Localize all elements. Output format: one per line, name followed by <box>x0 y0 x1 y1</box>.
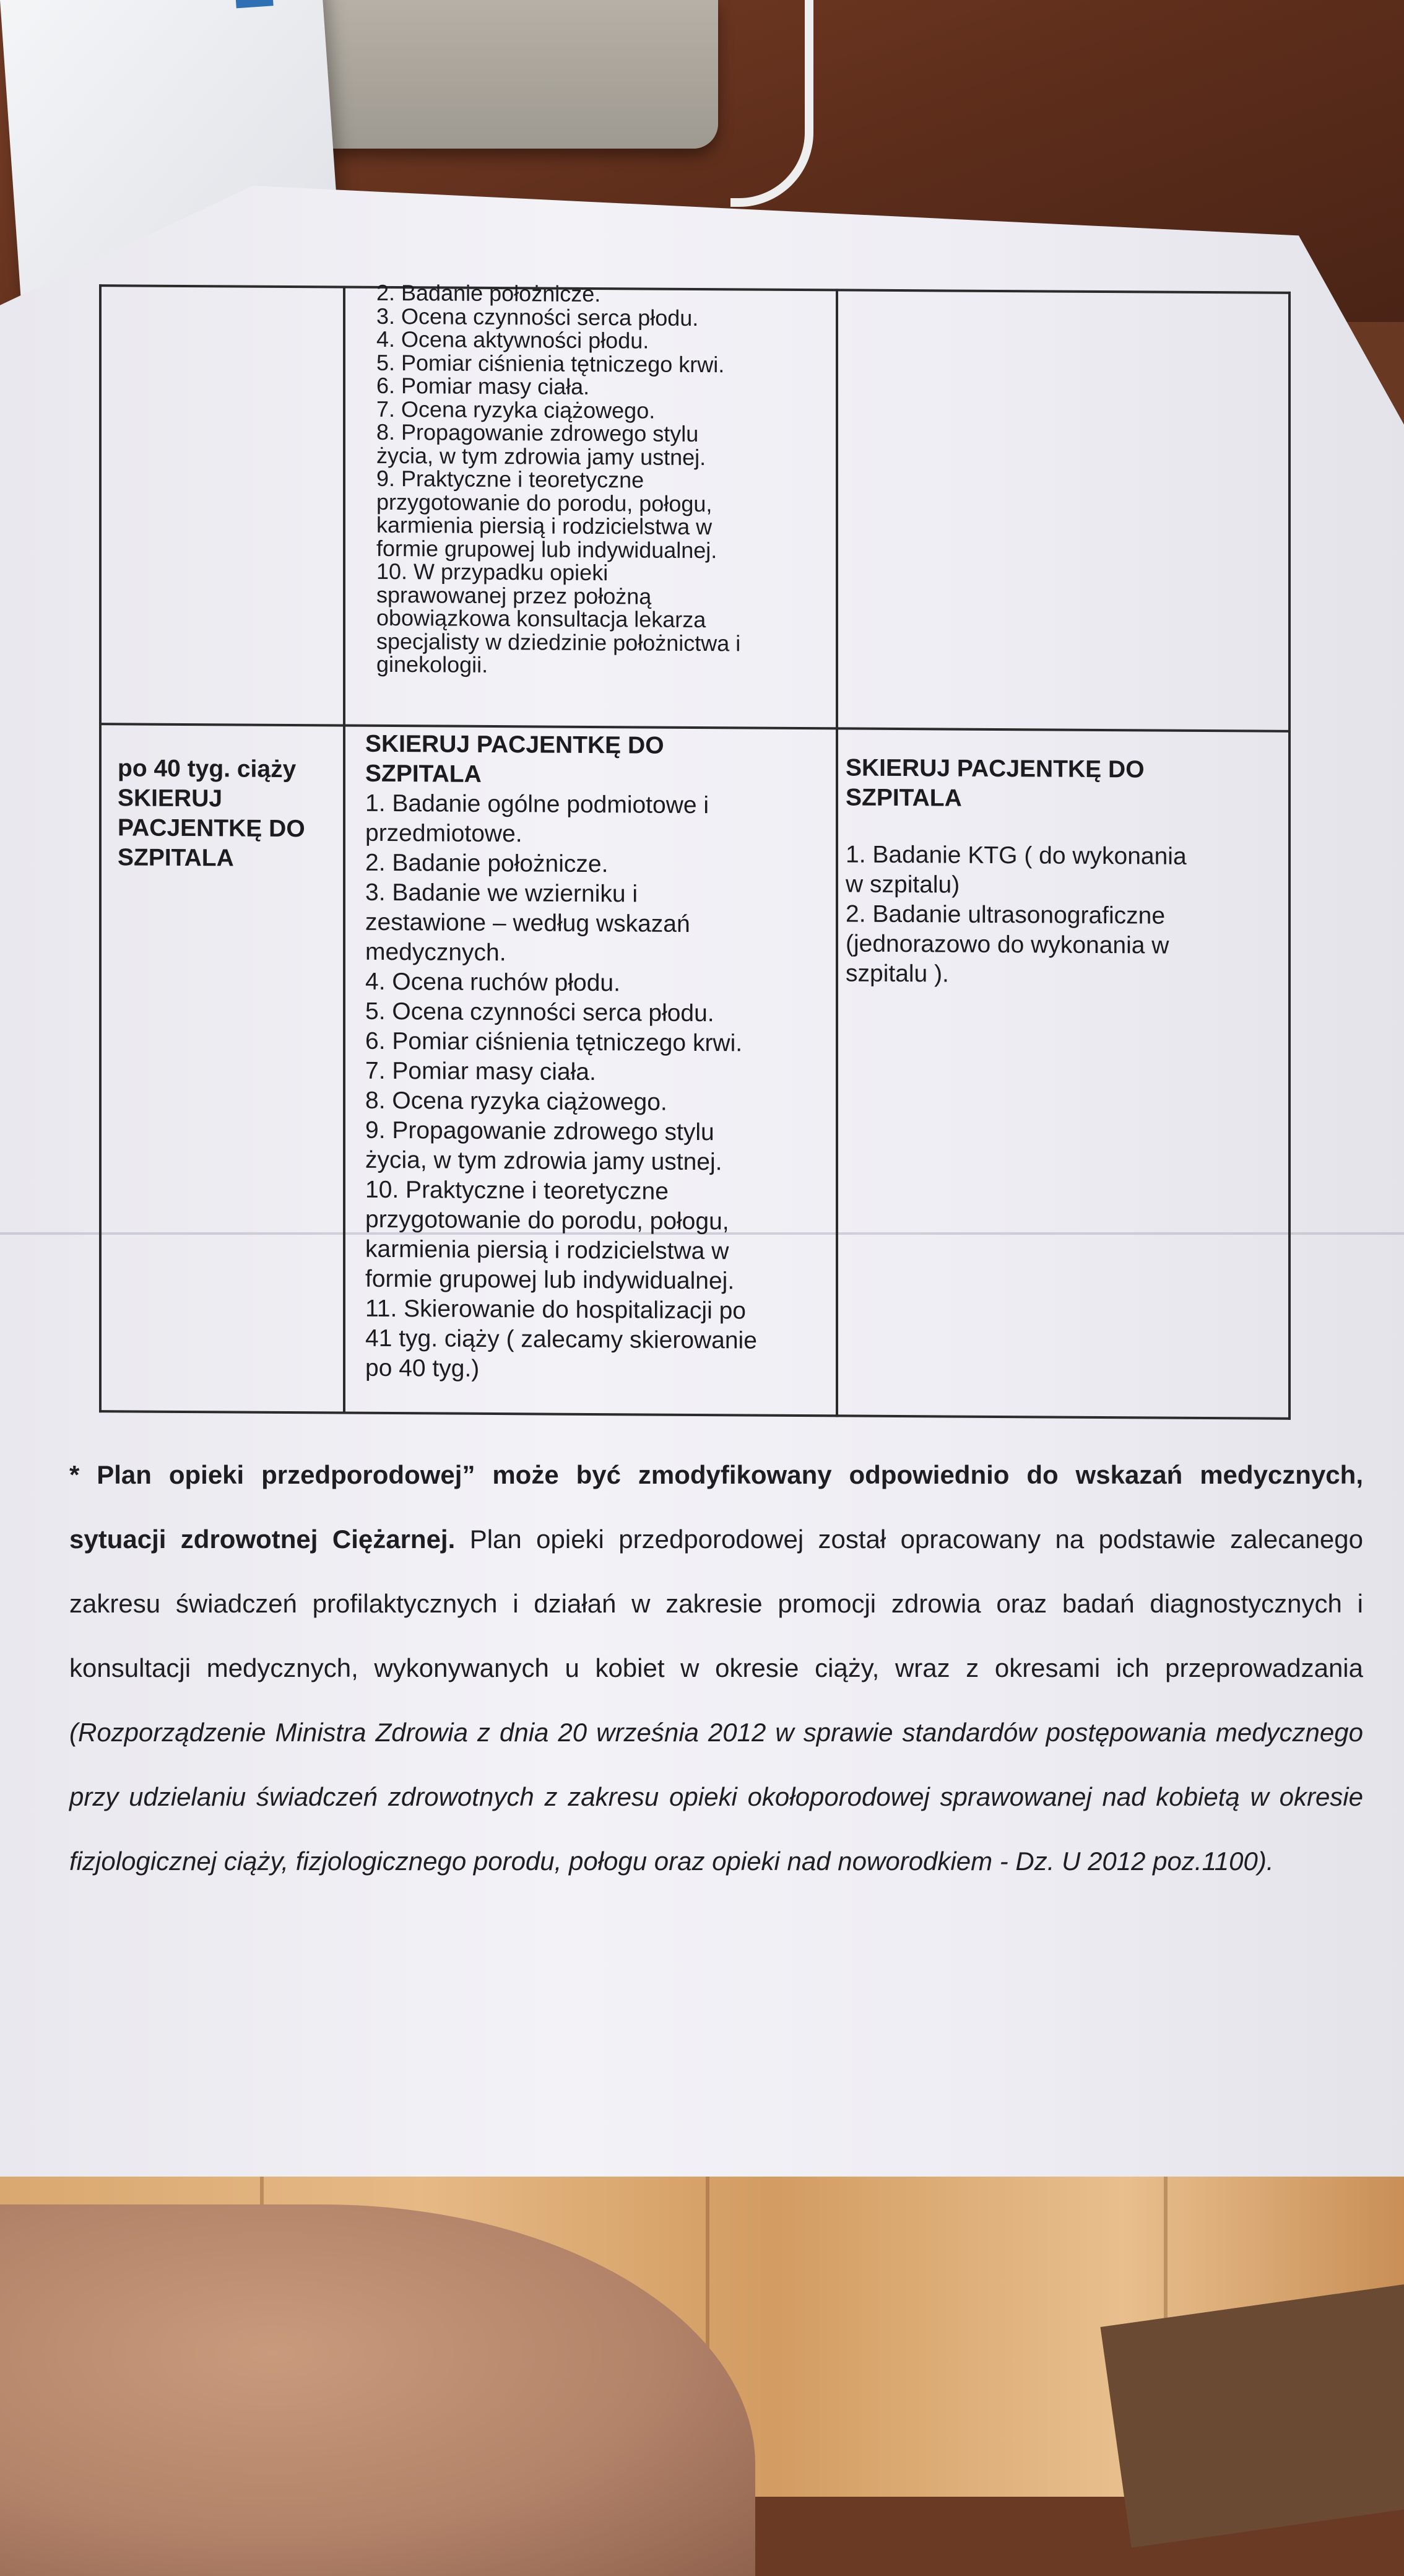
cardboard-box <box>1100 2282 1404 2548</box>
list-item: 3. Badanie we wzierniku i <box>365 879 638 908</box>
list-item: szpitalu ). <box>846 960 949 988</box>
list-item: 5. Pomiar ciśnienia tętniczego krwi. <box>376 349 725 377</box>
list-item: przygotowanie do porodu, połogu, <box>376 489 713 516</box>
footnote-citation: (Rozporządzenie Ministra Zdrowia z dnia 20 września 2012 w sprawie standardów postępowania medycznego przy udzielaniu świadczeń zdrowotnych z zakresu opieki okołoporodowej sprawowanej nad kobietą w okresie fizjologicznej ciąży, fizjologicznego porodu, połogu oraz opieki nad noworodkiem - Dz. U 2012 poz.1100). <box>69 1718 1363 1876</box>
list-item: ginekologii. <box>376 651 488 677</box>
list-item: przygotowanie do porodu, połogu, <box>365 1206 729 1235</box>
cell-heading: SKIERUJ PACJENTKĘ DO <box>365 730 664 759</box>
cell-heading: SZPITALA <box>365 760 482 788</box>
list-item: sprawowanej przez położną <box>376 581 652 609</box>
list-item: 10. W przypadku opieki <box>376 558 609 586</box>
list-item: karmienia piersią i rodzicielstwa w <box>376 511 713 540</box>
footnote-bold-text: * Plan opieki przedporodowej” może być zmodyfikowany odpowiednio do wskazań medycznych, sytuacji zdrowotnej Ciężarnej. <box>69 1460 1363 1554</box>
list-item: 6. Pomiar masy ciała. <box>376 372 590 399</box>
list-item: 1. Badanie ogólne podmiotowe i <box>365 790 709 819</box>
list-item: 3. Ocena czynności serca płodu. <box>376 303 699 331</box>
table-border-left <box>99 284 102 1412</box>
list-item: 7. Pomiar masy ciała. <box>365 1057 596 1086</box>
list-item: po 40 tyg.) <box>365 1354 480 1382</box>
week-40-label-cell <box>118 754 340 874</box>
list-item: w szpitalu) <box>846 871 960 899</box>
list-item: medycznych. <box>365 938 506 967</box>
list-item: obowiązkowa konsultacja lekarza <box>376 604 706 633</box>
binder-blue-edge <box>235 0 274 8</box>
list-item: formie grupowej lub indywidualnej. <box>376 535 717 563</box>
list-item: 2. Badanie położnicze. <box>365 849 609 878</box>
list-item: 2. Badanie ultrasonograficzne <box>846 900 1166 929</box>
list-item: 9. Propagowanie zdrowego stylu <box>365 1116 714 1146</box>
list-item: 1. Badanie KTG ( do wykonania <box>846 841 1187 870</box>
list-item: 2. Badanie położnicze. <box>376 279 601 307</box>
table-divider-1 <box>343 286 345 1414</box>
hospital-exam-list <box>846 753 1285 991</box>
list-item: przedmiotowe. <box>365 819 522 848</box>
list-item: 9. Praktyczne i teoretyczne <box>376 465 644 493</box>
upper-exam-list <box>376 281 834 679</box>
lower-exam-list <box>365 729 836 1386</box>
list-item: 5. Ocena czynności serca płodu. <box>365 998 714 1027</box>
list-item: karmienia piersią i rodzicielstwa w <box>365 1235 729 1265</box>
cell-line: SKIERUJ <box>118 785 223 812</box>
list-item: życia, w tym zdrowia jamy ustnej. <box>365 1146 722 1176</box>
list-item: życia, w tym zdrowia jamy ustnej. <box>376 442 706 470</box>
list-item: 8. Propagowanie zdrowego stylu <box>376 419 699 447</box>
footnote-regular-text: Plan opieki przedporodowej został opracowany na podstawie zalecanego zakresu świadczeń profilaktycznych i działań w zakresie promocji zdrowia oraz badań diagnostycznych i konsultacji medycznych, wykonywanych u kobiet w okresie ciąży, wraz z okresami ich przeprowadzania <box>69 1525 1364 1682</box>
list-item: zestawione – według wskazań <box>365 908 690 938</box>
list-item: 10. Praktyczne i teoretyczne <box>365 1176 669 1205</box>
table-border-right <box>1288 292 1291 1420</box>
list-item: 4. Ocena ruchów płodu. <box>365 968 620 997</box>
list-item: 8. Ocena ryzyka ciążowego. <box>365 1087 667 1116</box>
cell-heading: SZPITALA <box>846 784 962 812</box>
cell-heading: SKIERUJ PACJENTKĘ DO <box>846 754 1145 783</box>
list-item: formie grupowej lub indywidualnej. <box>365 1265 735 1295</box>
footnote-paragraph <box>69 1443 1363 1894</box>
cell-line: SZPITALA <box>118 844 234 872</box>
list-item: (jednorazowo do wykonania w <box>846 930 1169 959</box>
list-item: specjalisty w dziedzinie położnictwa i <box>376 628 741 656</box>
table-divider-2 <box>836 289 838 1417</box>
list-item: 11. Skierowanie do hospitalizacji po <box>365 1295 746 1325</box>
list-item: 6. Pomiar ciśnienia tętniczego krwi. <box>365 1027 743 1057</box>
list-item: 7. Ocena ryzyka ciążowego. <box>376 396 656 424</box>
cell-line: PACJENTKĘ DO <box>118 814 305 843</box>
cell-line: po 40 tyg. ciąży <box>118 755 297 783</box>
list-item: 4. Ocena aktywności płodu. <box>376 326 649 354</box>
list-item: 41 tyg. ciąży ( zalecamy skierowanie <box>365 1325 757 1354</box>
care-plan-table <box>99 279 1291 1420</box>
